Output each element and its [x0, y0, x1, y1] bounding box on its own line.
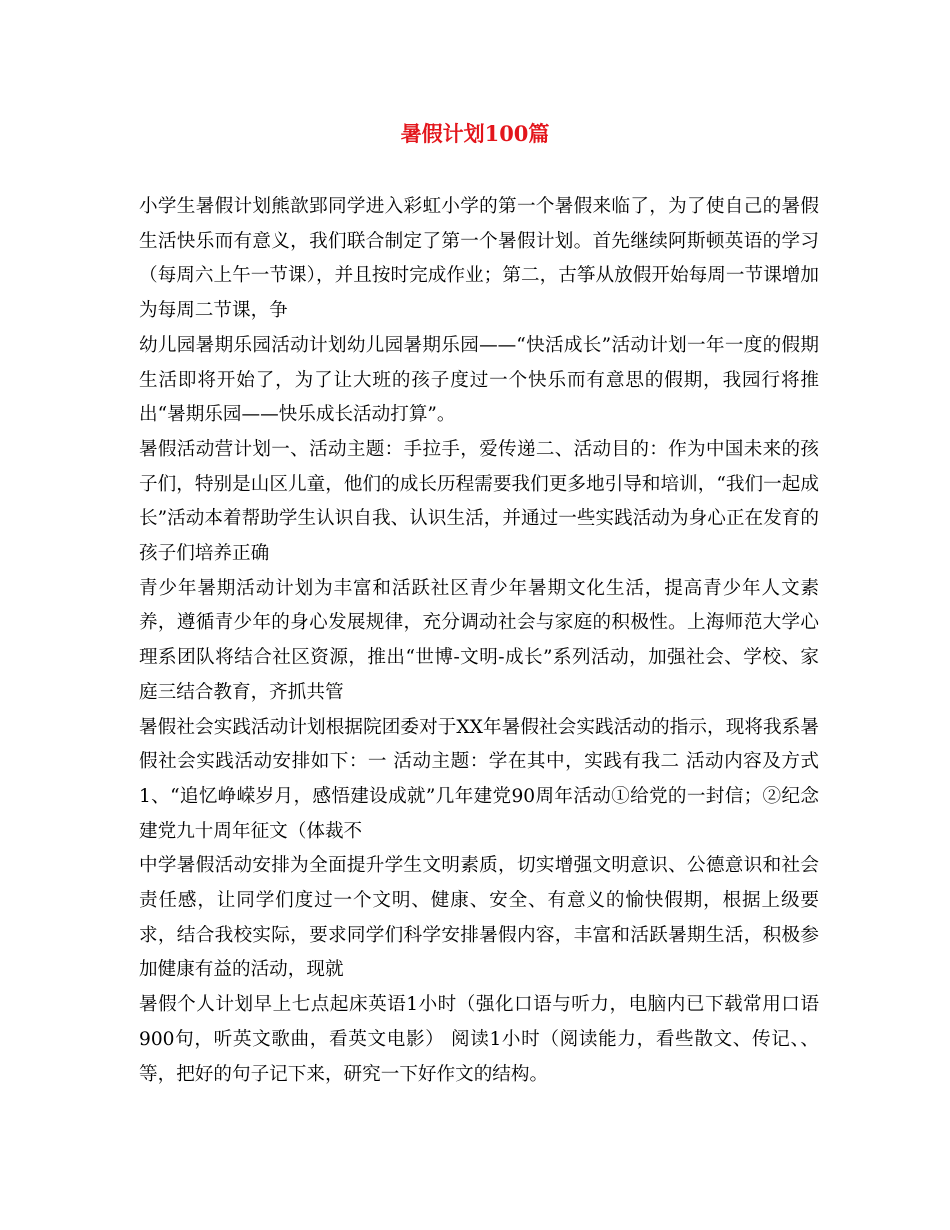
document-title: 暑假计划100篇 [400, 121, 550, 146]
paragraph-personal-plan: 暑假个人计划早上七点起床英语1小时（强化口语与听力，电脑内已下载常用口语900句，听英文歌曲，看英文电影） 阅读1小时（阅读能力，看些散文、传记、、等，把好的句子记下来，研究一下好作文的结构。 [139, 994, 819, 1085]
paragraph-primary-school-plan: 小学生暑假计划熊歆郢同学进入彩虹小学的第一个暑假来临了，为了使自己的暑假生活快乐而有意义，我们联合制定了第一个暑假计划。首先继续阿斯顿英语的学习（每周六上午一节课），并且按时完成作业；第二，古筝从放假开始每周一节课增加为每周二节课，争 [139, 196, 819, 322]
paragraph-kindergarten-plan: 幼儿园暑期乐园活动计划幼儿园暑期乐园——“快活成长”活动计划一年一度的假期生活即将开始了，为了让大班的孩子度过一个快乐而有意思的假期，我园行将推出“暑期乐园——快乐成长活动打算”。 [139, 334, 819, 426]
document-body [139, 190, 819, 1092]
paragraph-middle-school-plan: 中学暑假活动安排为全面提升学生文明素质，切实增强文明意识、公德意识和社会责任感，让同学们度过一个文明、健康、安全、有意义的愉快假期，根据上级要求，结合我校实际，要求同学们科学安排暑假内容，丰富和活跃暑期生活，积极参加健康有益的活动，现就 [139, 855, 819, 981]
paragraph-social-practice-plan: 暑假社会实践活动计划根据院团委对于XX年暑假社会实践活动的指示，现将我系暑假社会实践活动安排如下：一 活动主题：学在其中，实践有我二 活动内容及方式1、“追忆峥嵘岁月，感悟建设成就”几年建党90周年活动①给党的一封信；②纪念建党九十周年征文（体裁不 [139, 716, 819, 842]
paragraph-camp-plan: 暑假活动营计划一、活动主题：手拉手，爱传递二、活动目的：作为中国未来的孩子们，特别是山区儿童，他们的成长历程需要我们更多地引导和培训，“我们一起成长”活动本着帮助学生认识自我、认识生活，并通过一些实践活动为身心正在发育的孩子们培养正确 [139, 438, 819, 565]
paragraph-youth-plan: 青少年暑期活动计划为丰富和活跃社区青少年暑期文化生活，提高青少年人文素养，遵循青少年的身心发展规律，充分调动社会与家庭的积极性。上海师范大学心理系团队将结合社区资源，推出“世博-文明-成长”系列活动，加强社会、学校、家庭三结合教育，齐抓共管 [139, 577, 819, 703]
